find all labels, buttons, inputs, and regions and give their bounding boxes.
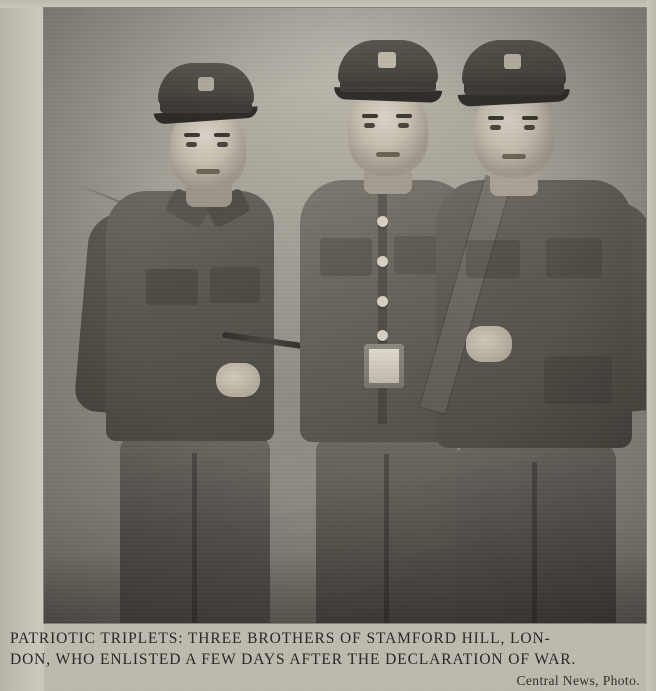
soldier-centre-belt-buckle (364, 344, 404, 388)
soldier-right-brow-left (488, 116, 504, 120)
soldier-centre-cap-badge (378, 52, 396, 68)
soldier-right-cap-badge (504, 54, 521, 69)
soldier-left-hand (216, 363, 260, 397)
soldier-left-brow-left (184, 133, 200, 137)
photograph-image (44, 8, 646, 623)
soldier-left-mouth (196, 169, 220, 174)
soldier-left-leg-division (192, 453, 197, 623)
soldier-centre-button-placket (378, 194, 387, 424)
soldier-left-eye-left (186, 142, 197, 147)
soldier-centre-eye-right (398, 123, 409, 128)
soldier-right-eye-right (524, 125, 535, 130)
soldier-centre-button-4 (377, 330, 388, 341)
soldier-right-brow-right (522, 116, 538, 120)
soldier-right-skirt-pocket (544, 356, 612, 404)
soldier-centre-eye-left (364, 123, 375, 128)
caption-line-2: DON, WHO ENLISTED A FEW DAYS AFTER THE DECLARATION OF WAR. (10, 651, 577, 668)
soldier-right-mouth (502, 154, 526, 159)
page-left-margin (0, 0, 44, 691)
soldier-left-brow-right (214, 133, 230, 137)
soldier-left-breast-pocket-2 (210, 267, 260, 303)
soldier-left-tunic (106, 191, 274, 441)
soldier-right (436, 26, 646, 623)
caption-block (10, 628, 650, 689)
soldier-centre-button-3 (377, 296, 388, 307)
soldier-centre-breast-pocket (320, 238, 372, 276)
soldier-centre-button-1 (377, 216, 388, 227)
soldier-centre-button-2 (377, 256, 388, 267)
caption-line-1: PATRIOTIC TRIPLETS: THREE BROTHERS OF STAMFORD HILL, LON- (10, 630, 551, 647)
soldier-right-leg-division (532, 462, 537, 623)
soldier-left-cap-badge (198, 77, 214, 91)
soldier-right-breast-pocket-2 (546, 238, 602, 278)
photograph (44, 8, 646, 623)
photo-credit: Central News, Photo. (516, 673, 640, 688)
page-right-margin (646, 0, 656, 691)
soldier-left-breast-pocket (146, 269, 198, 305)
soldier-centre-brow-right (396, 114, 412, 118)
soldier-centre-brow-left (362, 114, 378, 118)
soldier-right-eye-left (490, 125, 501, 130)
soldier-right-breast-pocket (466, 240, 520, 278)
soldier-centre-leg-division (384, 454, 389, 623)
page-top-margin (0, 0, 656, 8)
soldier-left-eye-right (217, 142, 228, 147)
soldier-centre-mouth (376, 152, 400, 157)
soldier-right-hand (466, 326, 512, 362)
